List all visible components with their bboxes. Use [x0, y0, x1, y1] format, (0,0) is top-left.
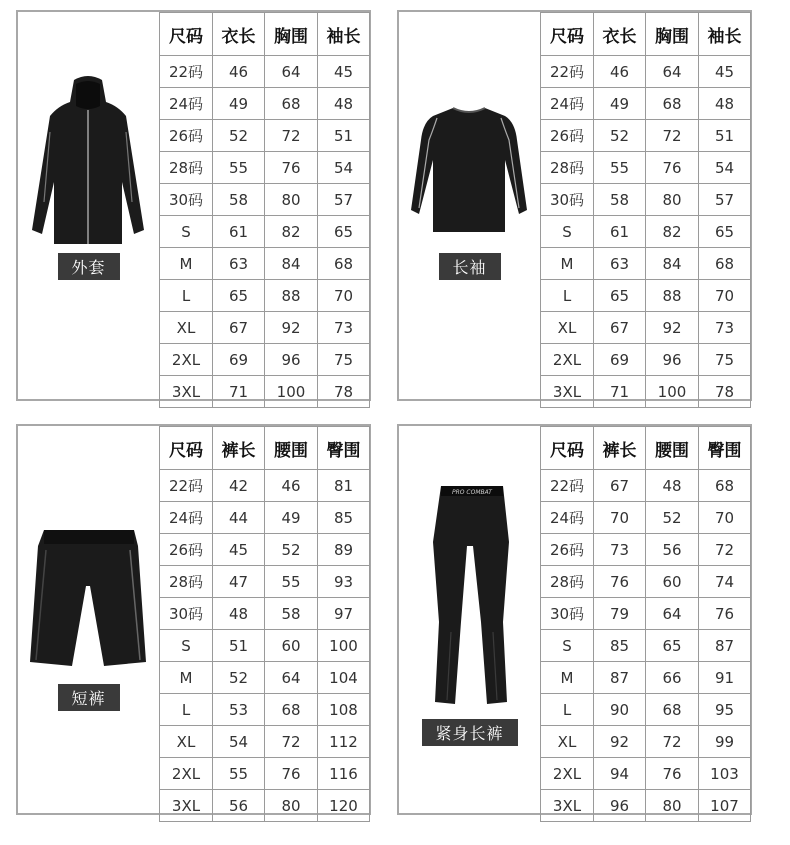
measurement-cell: 45 — [318, 56, 370, 88]
measurement-cell: 84 — [646, 248, 699, 280]
measurement-cell: 46 — [265, 470, 318, 502]
measurement-cell: 60 — [646, 566, 699, 598]
measurement-cell: 52 — [213, 120, 265, 152]
measurement-cell: 91 — [699, 662, 751, 694]
shorts-image — [26, 526, 151, 671]
waistband-text: PRO COMBAT — [452, 489, 492, 496]
measurement-cell: 64 — [265, 56, 318, 88]
measurement-cell: 48 — [646, 470, 699, 502]
table-header-row — [160, 13, 370, 56]
table-row — [541, 534, 751, 566]
measurement-cell: 64 — [265, 662, 318, 694]
measurement-cell: 92 — [646, 312, 699, 344]
measurement-cell: 48 — [213, 598, 265, 630]
size-cell: 24码 — [160, 88, 213, 120]
measurement-cell: 67 — [594, 312, 646, 344]
measurement-cell: 69 — [213, 344, 265, 376]
size-cell: 26码 — [541, 120, 594, 152]
table-row — [160, 630, 370, 662]
measurement-cell: 82 — [646, 216, 699, 248]
measurement-cell: 68 — [699, 470, 751, 502]
size-cell: 24码 — [541, 502, 594, 534]
measurement-cell: 97 — [318, 598, 370, 630]
measurement-cell: 76 — [646, 152, 699, 184]
table-row — [160, 598, 370, 630]
measurement-cell: 53 — [213, 694, 265, 726]
measurement-cell: 49 — [213, 88, 265, 120]
table-row — [541, 598, 751, 630]
measurement-cell: 70 — [699, 280, 751, 312]
table-row — [541, 344, 751, 376]
measurement-cell: 65 — [594, 280, 646, 312]
measurement-cell: 80 — [646, 184, 699, 216]
measurement-cell: 58 — [213, 184, 265, 216]
measurement-cell: 85 — [594, 630, 646, 662]
measurement-cell: 72 — [646, 120, 699, 152]
measurement-cell: 52 — [594, 120, 646, 152]
size-cell: 2XL — [160, 344, 213, 376]
measurement-cell: 84 — [265, 248, 318, 280]
measurement-cell: 45 — [213, 534, 265, 566]
table-row — [541, 152, 751, 184]
measurement-cell: 75 — [699, 344, 751, 376]
measurement-cell: 79 — [594, 598, 646, 630]
measurement-cell: 52 — [213, 662, 265, 694]
header-cell: 裤长 — [213, 427, 265, 470]
measurement-cell: 76 — [699, 598, 751, 630]
header-cell: 胸围 — [646, 13, 699, 56]
table-row — [541, 470, 751, 502]
table-row — [160, 502, 370, 534]
table-row — [160, 248, 370, 280]
measurement-cell: 58 — [594, 184, 646, 216]
size-cell: S — [160, 630, 213, 662]
header-cell: 尺码 — [160, 427, 213, 470]
measurement-cell: 47 — [213, 566, 265, 598]
size-cell: 22码 — [160, 56, 213, 88]
measurement-cell: 68 — [265, 694, 318, 726]
size-cell: M — [541, 248, 594, 280]
size-cell: 22码 — [160, 470, 213, 502]
size-cell: L — [160, 694, 213, 726]
measurement-cell: 76 — [265, 152, 318, 184]
size-cell: XL — [541, 726, 594, 758]
measurement-cell: 46 — [594, 56, 646, 88]
size-cell: M — [160, 662, 213, 694]
size-cell: L — [160, 280, 213, 312]
table-row — [160, 56, 370, 88]
measurement-cell: 74 — [699, 566, 751, 598]
measurement-cell: 55 — [213, 758, 265, 790]
size-cell: 30码 — [160, 598, 213, 630]
measurement-cell: 70 — [318, 280, 370, 312]
measurement-cell: 65 — [646, 630, 699, 662]
header-cell: 衣长 — [213, 13, 265, 56]
size-cell: XL — [541, 312, 594, 344]
measurement-cell: 51 — [318, 120, 370, 152]
size-cell: 3XL — [160, 376, 213, 408]
measurement-cell: 93 — [318, 566, 370, 598]
measurement-cell: 64 — [646, 598, 699, 630]
measurement-cell: 48 — [318, 88, 370, 120]
measurement-cell: 68 — [646, 694, 699, 726]
compression-tights-image — [407, 482, 532, 708]
measurement-cell: 72 — [265, 726, 318, 758]
table-row — [160, 470, 370, 502]
table-header-row — [541, 427, 751, 470]
size-cell: S — [541, 630, 594, 662]
measurement-cell: 73 — [594, 534, 646, 566]
header-cell: 腰围 — [646, 427, 699, 470]
table-header-row — [160, 427, 370, 470]
table-row — [541, 758, 751, 790]
measurement-cell: 75 — [318, 344, 370, 376]
size-cell: L — [541, 280, 594, 312]
table-row — [160, 88, 370, 120]
table-row — [541, 184, 751, 216]
size-cell: S — [541, 216, 594, 248]
size-cell: XL — [160, 726, 213, 758]
size-cell: 2XL — [541, 344, 594, 376]
measurement-cell: 55 — [265, 566, 318, 598]
measurement-cell: 112 — [318, 726, 370, 758]
size-cell: 28码 — [160, 566, 213, 598]
measurement-cell: 46 — [213, 56, 265, 88]
measurement-cell: 63 — [213, 248, 265, 280]
size-table — [159, 12, 370, 408]
size-panel-jacket — [16, 10, 371, 401]
measurement-cell: 65 — [213, 280, 265, 312]
table-row — [160, 694, 370, 726]
measurement-cell: 65 — [318, 216, 370, 248]
header-cell: 尺码 — [541, 13, 594, 56]
table-row — [160, 152, 370, 184]
measurement-cell: 63 — [594, 248, 646, 280]
measurement-cell: 92 — [594, 726, 646, 758]
table-row — [160, 280, 370, 312]
table-row — [160, 344, 370, 376]
size-table — [540, 426, 751, 822]
measurement-cell: 71 — [594, 376, 646, 408]
size-cell: 30码 — [541, 598, 594, 630]
table-header-row — [541, 13, 751, 56]
measurement-cell: 88 — [265, 280, 318, 312]
measurement-cell: 89 — [318, 534, 370, 566]
size-cell: 3XL — [541, 376, 594, 408]
measurement-cell: 57 — [699, 184, 751, 216]
table-row — [160, 566, 370, 598]
header-cell: 腰围 — [265, 427, 318, 470]
table-row — [541, 312, 751, 344]
size-cell: S — [160, 216, 213, 248]
size-cell: 26码 — [160, 534, 213, 566]
measurement-cell: 61 — [594, 216, 646, 248]
measurement-cell: 57 — [318, 184, 370, 216]
measurement-cell: 44 — [213, 502, 265, 534]
size-table — [540, 12, 751, 408]
measurement-cell: 81 — [318, 470, 370, 502]
size-panel-long-sleeve — [397, 10, 752, 401]
table-row — [541, 694, 751, 726]
size-cell: 22码 — [541, 470, 594, 502]
measurement-cell: 67 — [594, 470, 646, 502]
measurement-cell: 100 — [318, 630, 370, 662]
table-row — [160, 534, 370, 566]
size-cell: 28码 — [541, 566, 594, 598]
header-cell: 臀围 — [699, 427, 751, 470]
size-table — [159, 426, 370, 822]
measurement-cell: 90 — [594, 694, 646, 726]
size-cell: 28码 — [541, 152, 594, 184]
size-cell: 26码 — [541, 534, 594, 566]
measurement-cell: 72 — [265, 120, 318, 152]
table-row — [160, 120, 370, 152]
measurement-cell: 88 — [646, 280, 699, 312]
table-row — [160, 662, 370, 694]
measurement-cell: 99 — [699, 726, 751, 758]
table-row — [160, 790, 370, 822]
table-row — [160, 312, 370, 344]
measurement-cell: 100 — [265, 376, 318, 408]
measurement-cell: 80 — [265, 184, 318, 216]
measurement-cell: 92 — [265, 312, 318, 344]
size-cell: 24码 — [160, 502, 213, 534]
measurement-cell: 64 — [646, 56, 699, 88]
measurement-cell: 49 — [265, 502, 318, 534]
measurement-cell: 42 — [213, 470, 265, 502]
measurement-cell: 76 — [265, 758, 318, 790]
size-cell: 26码 — [160, 120, 213, 152]
product-label: 长袖 — [438, 253, 500, 280]
measurement-cell: 71 — [213, 376, 265, 408]
measurement-cell: 48 — [699, 88, 751, 120]
measurement-cell: 55 — [594, 152, 646, 184]
measurement-cell: 87 — [594, 662, 646, 694]
header-cell: 臀围 — [318, 427, 370, 470]
measurement-cell: 72 — [646, 726, 699, 758]
measurement-cell: 51 — [213, 630, 265, 662]
table-row — [541, 56, 751, 88]
measurement-cell: 82 — [265, 216, 318, 248]
size-cell: 22码 — [541, 56, 594, 88]
table-row — [541, 566, 751, 598]
measurement-cell: 80 — [646, 790, 699, 822]
measurement-cell: 54 — [699, 152, 751, 184]
product-image-area — [399, 12, 540, 399]
measurement-cell: 56 — [646, 534, 699, 566]
size-panel-tights — [397, 424, 752, 815]
header-cell: 尺码 — [160, 13, 213, 56]
table-row — [160, 376, 370, 408]
header-cell: 袖长 — [699, 13, 751, 56]
product-label: 短裤 — [57, 684, 119, 711]
measurement-cell: 76 — [594, 566, 646, 598]
measurement-cell: 54 — [213, 726, 265, 758]
size-cell: 28码 — [160, 152, 213, 184]
hooded-jacket-image — [26, 72, 151, 252]
table-row — [541, 216, 751, 248]
measurement-cell: 60 — [265, 630, 318, 662]
header-cell: 衣长 — [594, 13, 646, 56]
product-image-area — [18, 426, 159, 813]
measurement-cell: 116 — [318, 758, 370, 790]
table-row — [541, 790, 751, 822]
measurement-cell: 96 — [646, 344, 699, 376]
measurement-cell: 73 — [318, 312, 370, 344]
measurement-cell: 87 — [699, 630, 751, 662]
measurement-cell: 58 — [265, 598, 318, 630]
measurement-cell: 103 — [699, 758, 751, 790]
measurement-cell: 66 — [646, 662, 699, 694]
table-row — [160, 726, 370, 758]
measurement-cell: 68 — [318, 248, 370, 280]
measurement-cell: 68 — [699, 248, 751, 280]
table-row — [541, 248, 751, 280]
measurement-cell: 95 — [699, 694, 751, 726]
table-row — [541, 280, 751, 312]
measurement-cell: 51 — [699, 120, 751, 152]
measurement-cell: 69 — [594, 344, 646, 376]
table-row — [541, 88, 751, 120]
measurement-cell: 54 — [318, 152, 370, 184]
measurement-cell: 96 — [594, 790, 646, 822]
measurement-cell: 65 — [699, 216, 751, 248]
size-cell: 3XL — [541, 790, 594, 822]
measurement-cell: 61 — [213, 216, 265, 248]
size-cell: 24码 — [541, 88, 594, 120]
measurement-cell: 70 — [699, 502, 751, 534]
measurement-cell: 68 — [646, 88, 699, 120]
measurement-cell: 120 — [318, 790, 370, 822]
measurement-cell: 52 — [646, 502, 699, 534]
measurement-cell: 94 — [594, 758, 646, 790]
measurement-cell: 68 — [265, 88, 318, 120]
size-cell: 2XL — [541, 758, 594, 790]
product-image-area — [399, 426, 540, 813]
measurement-cell: 73 — [699, 312, 751, 344]
measurement-cell: 76 — [646, 758, 699, 790]
table-row — [541, 630, 751, 662]
measurement-cell: 70 — [594, 502, 646, 534]
measurement-cell: 100 — [646, 376, 699, 408]
header-cell: 胸围 — [265, 13, 318, 56]
size-cell: XL — [160, 312, 213, 344]
size-cell: 2XL — [160, 758, 213, 790]
measurement-cell: 104 — [318, 662, 370, 694]
table-row — [541, 502, 751, 534]
measurement-cell: 78 — [318, 376, 370, 408]
measurement-cell: 107 — [699, 790, 751, 822]
header-cell: 尺码 — [541, 427, 594, 470]
table-row — [541, 726, 751, 758]
measurement-cell: 52 — [265, 534, 318, 566]
measurement-cell: 55 — [213, 152, 265, 184]
measurement-cell: 80 — [265, 790, 318, 822]
header-cell: 裤长 — [594, 427, 646, 470]
table-row — [160, 216, 370, 248]
measurement-cell: 49 — [594, 88, 646, 120]
size-cell: L — [541, 694, 594, 726]
measurement-cell: 72 — [699, 534, 751, 566]
measurement-cell: 45 — [699, 56, 751, 88]
size-cell: 30码 — [160, 184, 213, 216]
measurement-cell: 56 — [213, 790, 265, 822]
header-cell: 袖长 — [318, 13, 370, 56]
size-cell: 3XL — [160, 790, 213, 822]
measurement-cell: 96 — [265, 344, 318, 376]
table-row — [160, 184, 370, 216]
measurement-cell: 67 — [213, 312, 265, 344]
table-row — [160, 758, 370, 790]
size-panel-shorts — [16, 424, 371, 815]
table-row — [541, 376, 751, 408]
product-image-area — [18, 12, 159, 399]
product-label: 紧身长裤 — [421, 719, 517, 746]
product-label: 外套 — [57, 253, 119, 280]
size-cell: 30码 — [541, 184, 594, 216]
table-row — [541, 662, 751, 694]
size-cell: M — [541, 662, 594, 694]
measurement-cell: 78 — [699, 376, 751, 408]
size-cell: M — [160, 248, 213, 280]
long-sleeve-shirt-image — [407, 100, 532, 240]
table-row — [541, 120, 751, 152]
measurement-cell: 85 — [318, 502, 370, 534]
measurement-cell: 108 — [318, 694, 370, 726]
